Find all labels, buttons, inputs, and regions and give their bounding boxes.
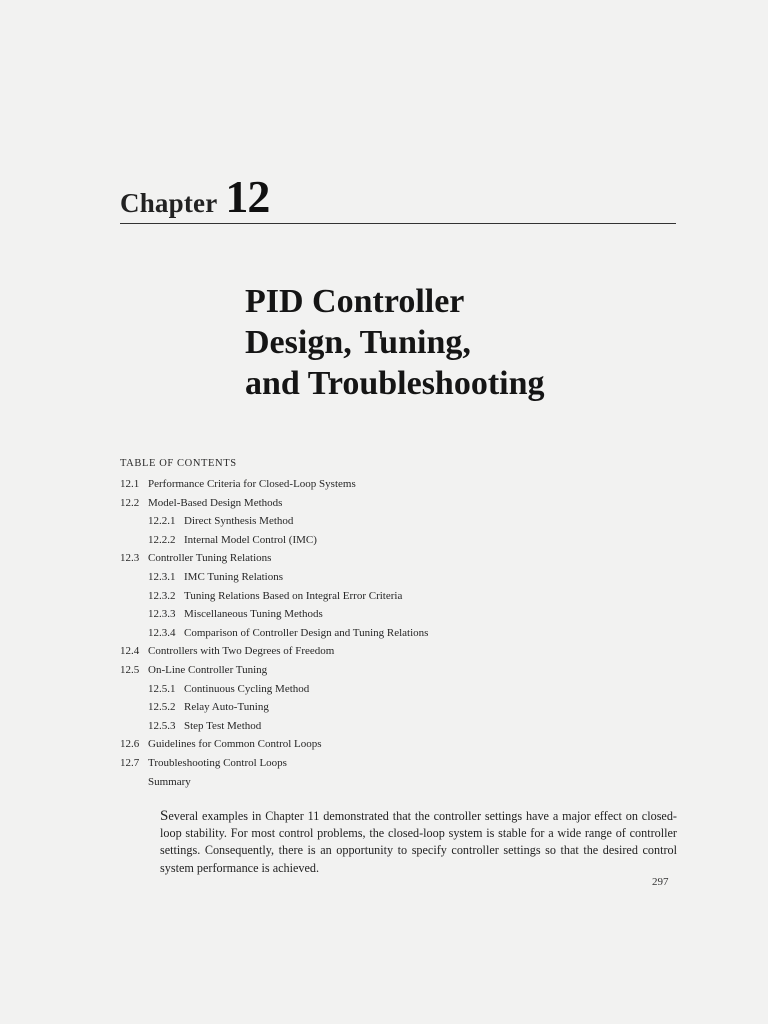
toc-entry: [120, 642, 680, 661]
toc-entry-title: Guidelines for Common Control Loops: [148, 738, 322, 751]
toc-entry-title: Comparison of Controller Design and Tuning Relations: [184, 626, 429, 639]
toc-entry-title: Controllers with Two Degrees of Freedom: [148, 645, 335, 658]
toc-entry-number: 12.3: [120, 552, 140, 565]
toc-entry: [120, 494, 680, 513]
toc-entry: [120, 587, 680, 606]
toc-entry-number: 12.6: [120, 738, 140, 751]
toc-entry-title: Performance Criteria for Closed-Loop Systems: [148, 478, 356, 490]
toc-entry-number: 12.1: [120, 478, 140, 490]
toc-entry: [120, 531, 680, 550]
toc-header: TABLE OF CONTENTS: [120, 458, 237, 469]
toc-entry-title: Internal Model Control (IMC): [184, 533, 317, 546]
toc-entry: [120, 512, 680, 531]
toc-entry: [120, 773, 680, 792]
toc-entry-number: 12.2.2: [148, 533, 176, 546]
toc-entry: [120, 549, 680, 568]
toc-entry-title: Relay Auto-Tuning: [184, 701, 269, 714]
chapter-number: 12: [225, 171, 270, 222]
toc-entry-number: 12.7: [120, 756, 140, 769]
page-number: 297: [652, 876, 669, 888]
chapter-divider: [120, 223, 676, 224]
toc-entry-number: 12.3.1: [148, 570, 176, 583]
toc-entry-number: 12.5: [120, 663, 140, 676]
toc-list: [120, 475, 680, 791]
toc-entry-title: Direct Synthesis Method: [184, 515, 294, 528]
toc-entry: [120, 735, 680, 754]
chapter-title: [245, 281, 685, 404]
toc-entry-title: Step Test Method: [184, 719, 262, 732]
toc-entry: [120, 475, 680, 494]
chapter-title-line: Design, Tuning,: [245, 324, 471, 361]
toc-entry: [120, 698, 680, 717]
toc-entry-number: 12.5.3: [148, 719, 176, 732]
toc-entry-number: 12.5.2: [148, 701, 176, 714]
chapter-title-line: PID Controller: [245, 283, 465, 320]
toc-entry: [120, 680, 680, 699]
toc-entry-number: 12.3.3: [148, 608, 176, 621]
toc-entry-title: Model-Based Design Methods: [148, 496, 283, 509]
toc-entry-number: 12.5.1: [148, 682, 176, 695]
toc-entry: [120, 717, 680, 736]
toc-entry-title: IMC Tuning Relations: [184, 570, 284, 583]
chapter-heading: [120, 170, 269, 220]
toc-entry-title: Tuning Relations Based on Integral Error Criteria: [184, 589, 403, 602]
toc-entry: [120, 754, 680, 773]
toc-entry-title: Continuous Cycling Method: [184, 682, 310, 695]
toc-entry: [120, 661, 680, 680]
table-of-contents: [120, 455, 680, 791]
toc-entry: [120, 568, 680, 587]
toc-entry-number: 12.2.1: [148, 515, 176, 528]
toc-entry-number: 12.3.4: [148, 626, 176, 639]
toc-entry-title: Summary: [148, 775, 191, 788]
toc-entry-title: On-Line Controller Tuning: [148, 663, 268, 676]
toc-entry-title: Troubleshooting Control Loops: [148, 756, 287, 769]
intro-paragraph: Several examples in Chapter 11 demonstrated that the controller settings have a major effect on closed-loop stability. For most control problems, the closed-loop system is stable for a wide range of controller settings. Consequently, there is an opportunity to specify controller settings so that the desired control system performance is achieved.: [160, 808, 677, 875]
toc-entry: [120, 624, 680, 643]
toc-entry-title: Miscellaneous Tuning Methods: [184, 608, 323, 621]
chapter-label: Chapter: [120, 188, 218, 218]
toc-entry-number: 12.4: [120, 645, 140, 658]
chapter-title-line: and Troubleshooting: [245, 365, 545, 402]
toc-entry-title: Controller Tuning Relations: [148, 552, 272, 565]
toc-entry: [120, 605, 680, 624]
toc-entry-number: 12.3.2: [148, 589, 176, 602]
toc-entry-number: 12.2: [120, 496, 140, 509]
